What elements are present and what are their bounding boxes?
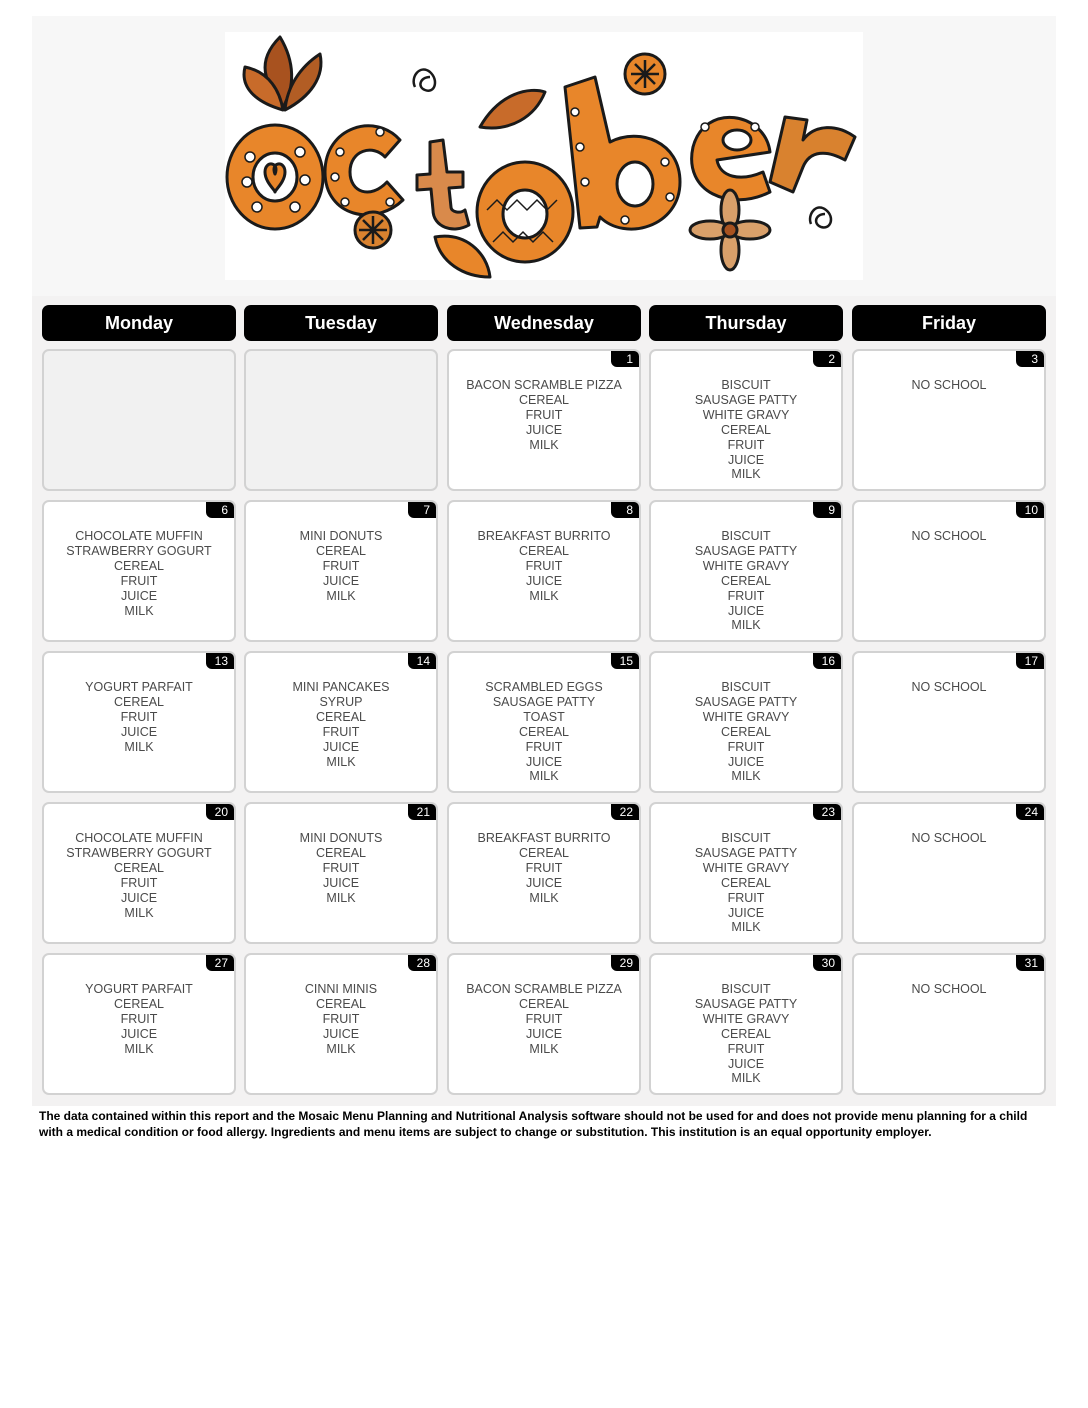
menu-item: JUICE — [120, 1026, 158, 1041]
menu-item: FRUIT — [322, 1011, 360, 1026]
menu-item: FRUIT — [525, 739, 563, 754]
day-number-badge: 9 — [813, 502, 841, 518]
weekday-friday: Friday — [852, 305, 1046, 341]
menu-items — [854, 831, 1044, 846]
day-number-badge: 7 — [408, 502, 436, 518]
weekday-header — [42, 305, 1046, 341]
menu-item: YOGURT PARFAIT — [85, 982, 193, 996]
menu-item: MILK — [529, 890, 559, 905]
menu-item: JUICE — [322, 875, 360, 890]
menu-item: BREAKFAST BURRITO — [477, 831, 611, 845]
menu-item: SCRAMBLED EGGS — [485, 680, 603, 694]
menu-item: NO SCHOOL — [911, 831, 987, 845]
day-number-badge: 15 — [611, 653, 639, 669]
menu-item: CEREAL — [720, 724, 772, 739]
day-number-badge: 8 — [611, 502, 639, 518]
day-cell — [649, 802, 843, 944]
menu-item: NO SCHOOL — [911, 982, 987, 996]
menu-item: JUICE — [727, 754, 765, 769]
menu-item: FRUIT — [120, 573, 158, 588]
menu-item: JUICE — [322, 573, 360, 588]
weekday-monday: Monday — [42, 305, 236, 341]
menu-item: MILK — [731, 769, 761, 784]
menu-item: MILK — [529, 1041, 559, 1056]
day-cell — [42, 500, 236, 642]
menu-item: CEREAL — [518, 845, 570, 860]
empty-day-cell — [42, 349, 236, 491]
menu-item: MILK — [124, 1041, 154, 1056]
menu-item: CINNI MINIS — [304, 982, 378, 996]
menu-item: MILK — [326, 890, 356, 905]
weekday-wednesday: Wednesday — [447, 305, 641, 341]
day-number-badge: 6 — [206, 502, 234, 518]
day-cell — [447, 953, 641, 1095]
menu-items — [449, 680, 639, 784]
menu-item: CEREAL — [113, 996, 165, 1011]
day-number-badge: 2 — [813, 351, 841, 367]
menu-items — [651, 529, 841, 633]
day-cell — [447, 500, 641, 642]
october-leaves-illustration — [225, 32, 863, 280]
menu-item: JUICE — [120, 724, 158, 739]
menu-item: BISCUIT — [721, 831, 771, 845]
menu-item: BACON SCRAMBLE PIZZA — [466, 378, 622, 392]
day-cell — [244, 953, 438, 1095]
day-cell — [649, 349, 843, 491]
menu-item: CHOCOLATE MUFFIN — [75, 831, 203, 845]
day-cell — [649, 953, 843, 1095]
day-cell — [649, 651, 843, 793]
menu-item: WHITE GRAVY — [702, 1011, 790, 1026]
menu-item: CEREAL — [720, 875, 772, 890]
menu-item: BISCUIT — [721, 378, 771, 392]
day-number-badge: 28 — [408, 955, 436, 971]
day-number-badge: 31 — [1016, 955, 1044, 971]
day-cell — [244, 651, 438, 793]
menu-item: SAUSAGE PATTY — [492, 694, 596, 709]
menu-items — [246, 831, 436, 906]
menu-item: MILK — [124, 739, 154, 754]
day-cell — [42, 651, 236, 793]
day-number-badge: 10 — [1016, 502, 1044, 518]
menu-item: MILK — [529, 588, 559, 603]
menu-item: JUICE — [727, 452, 765, 467]
menu-item: FRUIT — [120, 709, 158, 724]
menu-item: FRUIT — [727, 1041, 765, 1056]
menu-item: FRUIT — [525, 860, 563, 875]
day-cell — [852, 953, 1046, 1095]
day-cell — [852, 651, 1046, 793]
day-number-badge: 29 — [611, 955, 639, 971]
menu-items — [449, 378, 639, 453]
menu-item: JUICE — [525, 1026, 563, 1041]
empty-day-cell — [244, 349, 438, 491]
menu-item: SAUSAGE PATTY — [694, 845, 798, 860]
day-number-badge: 1 — [611, 351, 639, 367]
menu-items — [44, 982, 234, 1057]
menu-item: CEREAL — [113, 558, 165, 573]
day-number-badge: 13 — [206, 653, 234, 669]
menu-items — [854, 680, 1044, 695]
menu-item: CEREAL — [720, 422, 772, 437]
menu-item: CEREAL — [315, 845, 367, 860]
menu-items — [44, 680, 234, 755]
menu-item: CEREAL — [518, 543, 570, 558]
menu-item: FRUIT — [525, 558, 563, 573]
disclaimer: The data contained within this report and the Mosaic Menu Planning and Nutritional Analysis software should not be used for and does not provide menu planning for a child with a medical condition or food allergy. Ingredients and menu items are subject to change or substitution. This institution is an equal opportunity employer. — [39, 1109, 1028, 1139]
menu-item: JUICE — [525, 573, 563, 588]
menu-items — [651, 680, 841, 784]
menu-item: FRUIT — [525, 407, 563, 422]
menu-item: CEREAL — [720, 1026, 772, 1041]
day-number-badge: 14 — [408, 653, 436, 669]
menu-item: CEREAL — [315, 543, 367, 558]
menu-item: YOGURT PARFAIT — [85, 680, 193, 694]
day-cell — [42, 802, 236, 944]
menu-item: JUICE — [120, 890, 158, 905]
menu-item: CEREAL — [518, 392, 570, 407]
menu-item: JUICE — [525, 875, 563, 890]
menu-item: WHITE GRAVY — [702, 860, 790, 875]
menu-item: BACON SCRAMBLE PIZZA — [466, 982, 622, 996]
menu-items — [449, 529, 639, 604]
menu-item: MINI DONUTS — [299, 529, 383, 543]
menu-items — [854, 378, 1044, 393]
menu-item: SAUSAGE PATTY — [694, 996, 798, 1011]
day-cell — [447, 651, 641, 793]
day-number-badge: 16 — [813, 653, 841, 669]
menu-item: JUICE — [120, 588, 158, 603]
weekday-thursday: Thursday — [649, 305, 843, 341]
banner — [32, 16, 1056, 296]
menu-item: TOAST — [523, 709, 565, 724]
menu-item: NO SCHOOL — [911, 680, 987, 694]
menu-item: CEREAL — [113, 860, 165, 875]
menu-item: SAUSAGE PATTY — [694, 543, 798, 558]
menu-item: JUICE — [727, 1056, 765, 1071]
menu-item: JUICE — [727, 603, 765, 618]
day-number-badge: 20 — [206, 804, 234, 820]
menu-items — [246, 529, 436, 604]
menu-item: FRUIT — [322, 724, 360, 739]
menu-item: FRUIT — [727, 437, 765, 452]
day-number-badge: 17 — [1016, 653, 1044, 669]
menu-item: SAUSAGE PATTY — [694, 392, 798, 407]
menu-item: FRUIT — [322, 860, 360, 875]
menu-item: MILK — [326, 1041, 356, 1056]
day-cell — [649, 500, 843, 642]
menu-item: BREAKFAST BURRITO — [477, 529, 611, 543]
menu-items — [651, 831, 841, 935]
menu-item: MILK — [731, 920, 761, 935]
menu-item: MILK — [124, 603, 154, 618]
menu-item: SYRUP — [319, 694, 363, 709]
day-cell — [447, 349, 641, 491]
menu-item: FRUIT — [727, 890, 765, 905]
menu-item: WHITE GRAVY — [702, 407, 790, 422]
menu-item: MINI DONUTS — [299, 831, 383, 845]
menu-items — [854, 529, 1044, 544]
menu-item: CEREAL — [113, 694, 165, 709]
menu-item: BISCUIT — [721, 982, 771, 996]
menu-item: JUICE — [322, 739, 360, 754]
day-cell — [447, 802, 641, 944]
menu-item: MILK — [731, 467, 761, 482]
menu-items — [246, 680, 436, 769]
menu-item: MILK — [529, 437, 559, 452]
menu-items — [449, 982, 639, 1057]
menu-item: CHOCOLATE MUFFIN — [75, 529, 203, 543]
menu-item: FRUIT — [727, 739, 765, 754]
menu-item: FRUIT — [525, 1011, 563, 1026]
day-cell — [852, 500, 1046, 642]
menu-item: JUICE — [525, 422, 563, 437]
menu-items — [44, 831, 234, 920]
menu-item: MILK — [529, 769, 559, 784]
menu-item: JUICE — [322, 1026, 360, 1041]
menu-item: SAUSAGE PATTY — [694, 694, 798, 709]
menu-item: CEREAL — [315, 709, 367, 724]
day-number-badge: 21 — [408, 804, 436, 820]
menu-item: CEREAL — [315, 996, 367, 1011]
menu-item: MILK — [326, 754, 356, 769]
menu-item: JUICE — [525, 754, 563, 769]
weekday-tuesday: Tuesday — [244, 305, 438, 341]
menu-item: MILK — [124, 905, 154, 920]
menu-item: BISCUIT — [721, 529, 771, 543]
menu-item: CEREAL — [518, 724, 570, 739]
menu-item: BISCUIT — [721, 680, 771, 694]
day-cell — [852, 802, 1046, 944]
menu-item: NO SCHOOL — [911, 378, 987, 392]
menu-item: WHITE GRAVY — [702, 709, 790, 724]
day-cell — [852, 349, 1046, 491]
menu-item: JUICE — [727, 905, 765, 920]
menu-item: FRUIT — [120, 1011, 158, 1026]
menu-item: MILK — [326, 588, 356, 603]
day-number-badge: 27 — [206, 955, 234, 971]
menu-item: FRUIT — [322, 558, 360, 573]
menu-items — [449, 831, 639, 906]
day-number-badge: 3 — [1016, 351, 1044, 367]
menu-items — [44, 529, 234, 618]
day-number-badge: 22 — [611, 804, 639, 820]
menu-item: MILK — [731, 1071, 761, 1086]
menu-item: STRAWBERRY GOGURT — [66, 543, 212, 558]
menu-item: MILK — [731, 618, 761, 633]
day-number-badge: 30 — [813, 955, 841, 971]
day-cell — [244, 802, 438, 944]
menu-item: NO SCHOOL — [911, 529, 987, 543]
day-number-badge: 24 — [1016, 804, 1044, 820]
menu-items — [854, 982, 1044, 997]
day-cell — [244, 500, 438, 642]
menu-items — [651, 982, 841, 1086]
menu-item: FRUIT — [120, 875, 158, 890]
menu-item: MINI PANCAKES — [292, 680, 390, 694]
menu-items — [651, 378, 841, 482]
menu-item: STRAWBERRY GOGURT — [66, 845, 212, 860]
menu-item: FRUIT — [727, 588, 765, 603]
menu-items — [246, 982, 436, 1057]
menu-item: CEREAL — [720, 573, 772, 588]
day-number-badge: 23 — [813, 804, 841, 820]
menu-item: CEREAL — [518, 996, 570, 1011]
menu-item: WHITE GRAVY — [702, 558, 790, 573]
day-cell — [42, 953, 236, 1095]
